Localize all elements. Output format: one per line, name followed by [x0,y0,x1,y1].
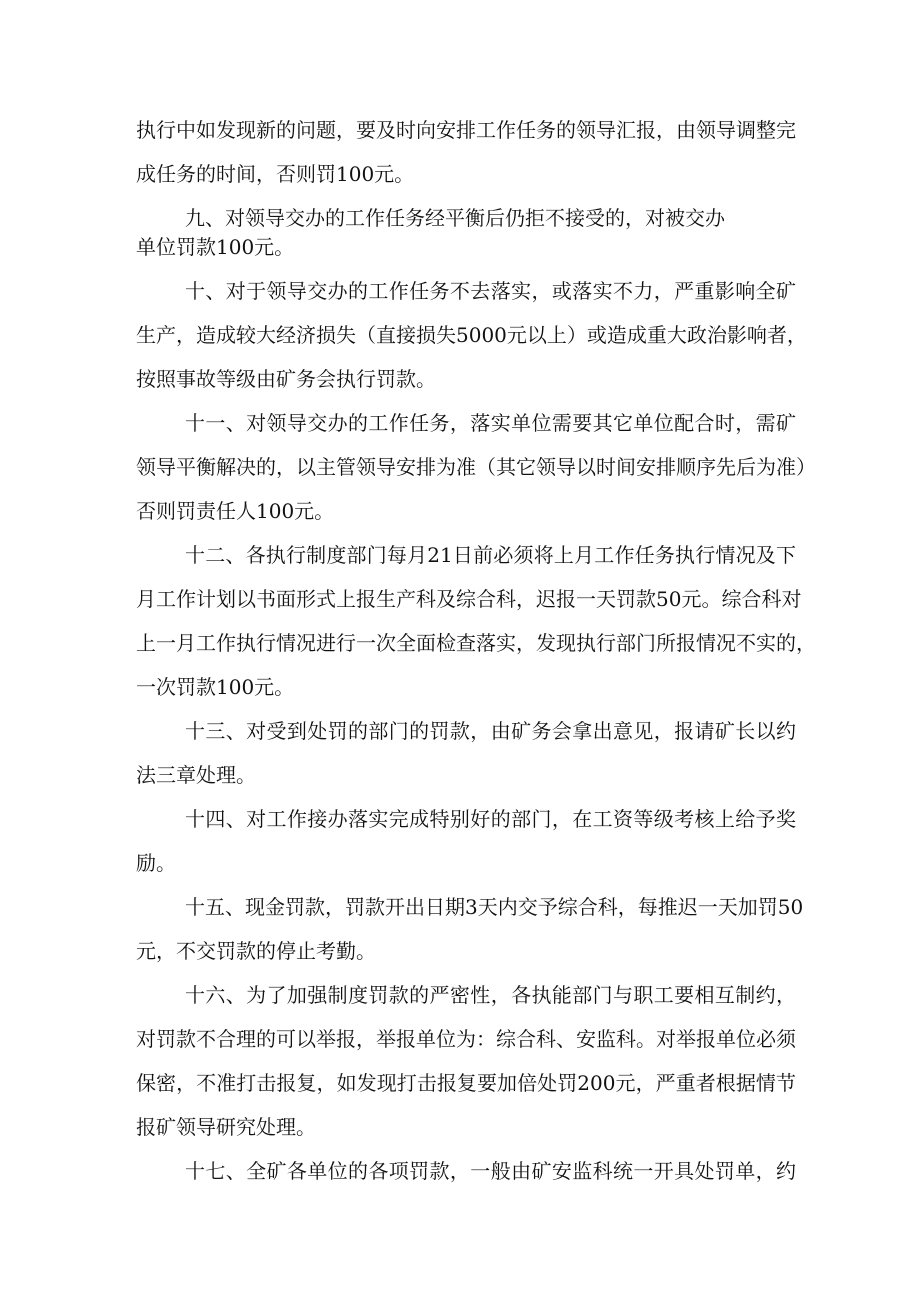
paragraph-line: 单位罚款100元。 [136,235,295,259]
paragraph-line: 报矿领导研究处理。 [136,1115,316,1139]
paragraph-line: 元，不交罚款的停止考勤。 [136,939,376,963]
paragraph-line: 九、对领导交办的工作任务经平衡后仍拒不接受的，对被交办 [185,206,725,230]
paragraph-line: 领导平衡解决的，以主管领导安排为准（其它领导以时间安排顺序先后为准） [136,455,816,479]
paragraph-line: 月工作计划以书面形式上报生产科及综合科，迟报一天罚款50元。综合科对 [136,587,802,611]
paragraph-line: 法三章处理。 [136,763,256,787]
paragraph-line: 对罚款不合理的可以举报，举报单位为：综合科、安监科。对举报单位必须 [136,1027,796,1051]
paragraph-line: 保密，不准打击报复，如发现打击报复要加倍处罚200元，严重者根据情节 [136,1071,796,1095]
paragraph-line: 一次罚款100元。 [136,675,295,699]
paragraph-line: 十、对于领导交办的工作任务不去落实，或落实不力，严重影响全矿 [185,279,796,303]
paragraph-line: 生产，造成较大经济损失（直接损失5000元以上）或造成重大政治影响者， [136,323,807,347]
paragraph-line: 十五、现金罚款，罚款开出日期3天内交予综合科，每推迟一天加罚50 [185,895,804,919]
paragraph-line: 按照事故等级由矿务会执行罚款。 [136,367,436,391]
paragraph-line: 十二、各执行制度部门每月21日前必须将上月工作任务执行情况及下 [185,543,796,567]
paragraph-line: 十三、对受到处罚的部门的罚款，由矿务会拿出意见，报请矿长以约 [185,719,796,743]
paragraph-line: 成任务的时间，否则罚100元。 [136,162,415,186]
paragraph-line: 执行中如发现新的问题，要及时向安排工作任务的领导汇报，由领导调整完 [136,118,796,142]
paragraph-line: 十六、为了加强制度罚款的严密性，各执能部门与职工要相互制约， [185,983,796,1007]
paragraph-line: 十一、对领导交办的工作任务，落实单位需要其它单位配合时，需矿 [185,411,796,435]
paragraph-line: 励。 [136,851,176,875]
paragraph-line: 十七、全矿各单位的各项罚款，一般由矿安监科统一开具处罚单，约 [185,1159,796,1183]
paragraph-line: 上一月工作执行情况进行一次全面检查落实，发现执行部门所报情况不实的， [136,631,816,655]
paragraph-line: 否则罚责任人100元。 [136,499,335,523]
paragraph-line: 十四、对工作接办落实完成特别好的部门，在工资等级考核上给予奖 [185,807,796,831]
